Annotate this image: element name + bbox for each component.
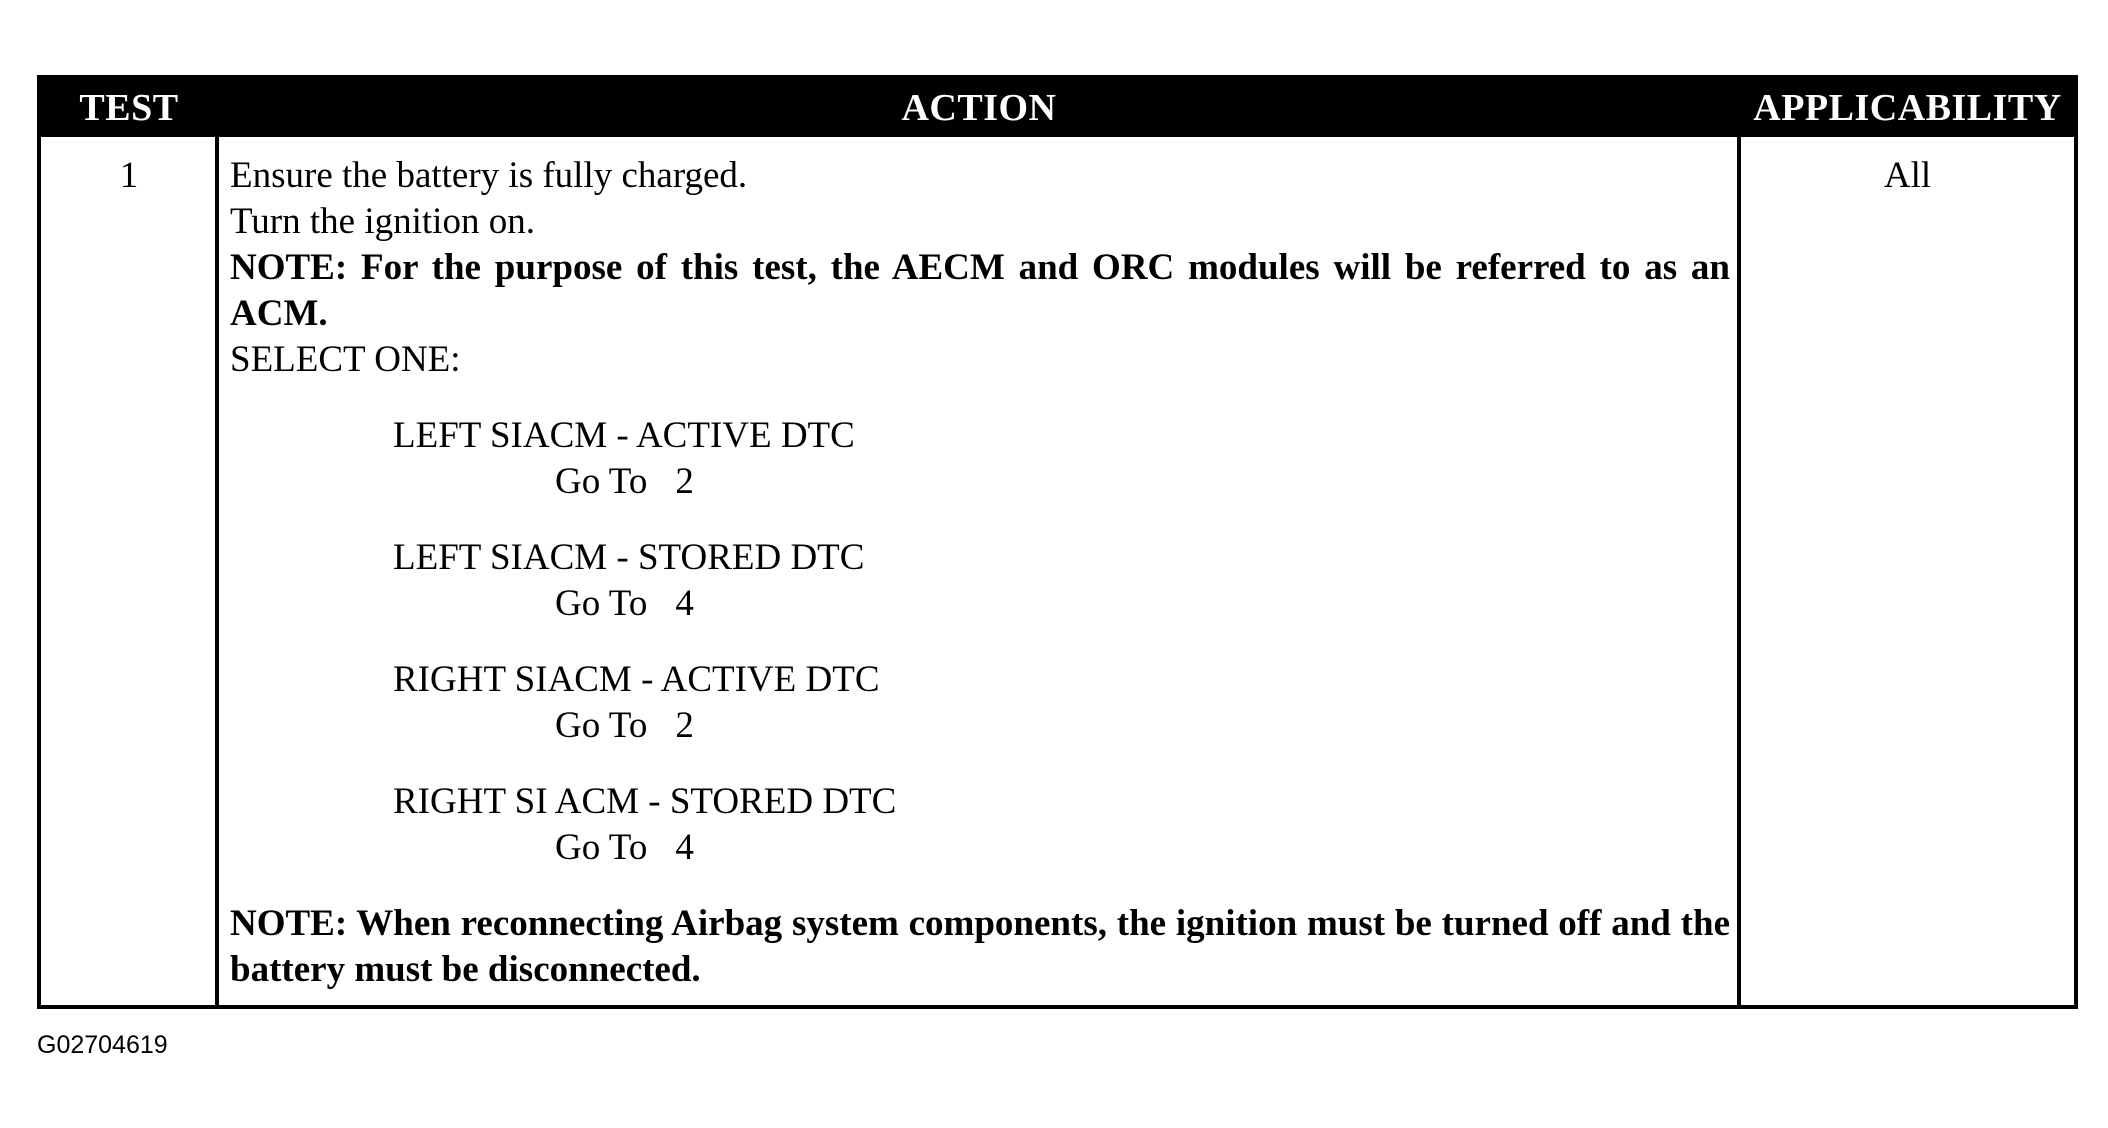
option-label: LEFT SIACM - ACTIVE DTC (393, 415, 855, 456)
diagnostic-test-table (37, 75, 2078, 1009)
select-one-label: SELECT ONE: (230, 339, 461, 380)
goto-step: 2 (675, 461, 694, 502)
test-number: 1 (119, 155, 139, 196)
option-label: RIGHT SIACM - ACTIVE DTC (393, 659, 880, 700)
goto-step: 4 (675, 827, 694, 868)
header-test: TEST (79, 87, 179, 129)
option-left-stored[interactable] (230, 535, 1730, 627)
option-left-active[interactable] (230, 413, 1730, 505)
column-divider-action-applicability (1737, 137, 1741, 1005)
note-airbag-reconnect: NOTE: When reconnecting Airbag system components, the ignition must be turned off and the battery must be disconnected. (230, 903, 1730, 990)
option-label: RIGHT SI ACM - STORED DTC (393, 781, 897, 822)
goto-label: Go To (555, 583, 648, 624)
header-applicability: APPLICABILITY (1753, 87, 2062, 129)
option-right-active[interactable] (230, 657, 1730, 749)
applicability-value: All (1883, 155, 1932, 196)
option-right-stored[interactable] (230, 779, 1730, 871)
goto-label: Go To (555, 461, 648, 502)
column-divider-test-action (215, 137, 219, 1005)
table-header (41, 79, 2074, 137)
goto-link[interactable] (230, 459, 1730, 505)
instruction-line: Ensure the battery is fully charged. (230, 155, 748, 196)
goto-label: Go To (555, 827, 648, 868)
header-action: ACTION (901, 87, 1057, 129)
action-cell (230, 153, 1730, 993)
option-label: LEFT SIACM - STORED DTC (393, 537, 865, 578)
goto-link[interactable] (230, 581, 1730, 627)
goto-label: Go To (555, 705, 648, 746)
figure-id: G02704619 (37, 1031, 168, 1059)
note-acm-definition: NOTE: For the purpose of this test, the AECM and ORC modules will be referred to as an ACM. (230, 247, 1730, 334)
goto-step: 4 (675, 583, 694, 624)
goto-step: 2 (675, 705, 694, 746)
instruction-line: Turn the ignition on. (230, 201, 535, 242)
goto-link[interactable] (230, 825, 1730, 871)
goto-link[interactable] (230, 703, 1730, 749)
